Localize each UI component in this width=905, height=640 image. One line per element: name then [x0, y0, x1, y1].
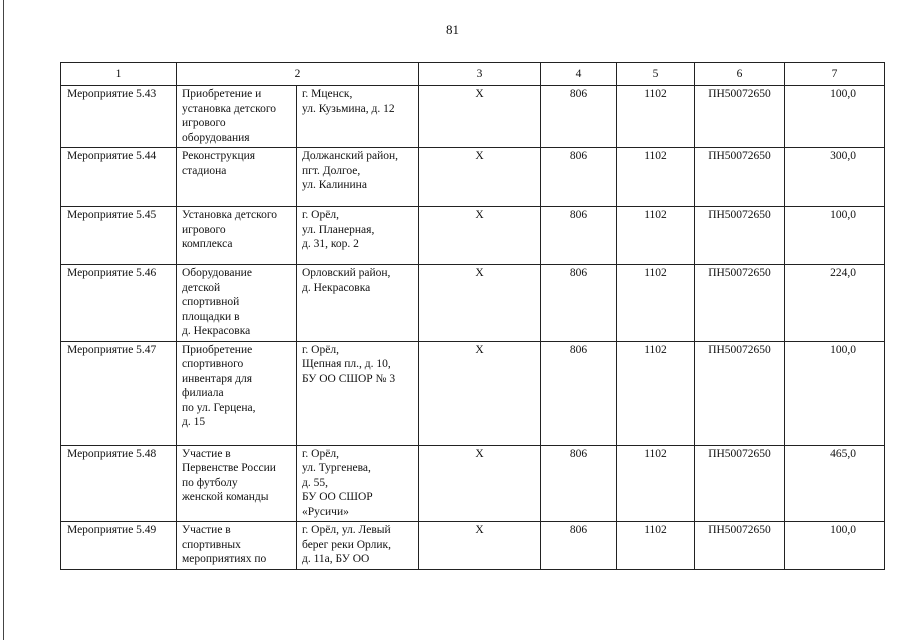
event-cell: Мероприятие 5.48: [61, 445, 177, 522]
col3-cell: X: [419, 207, 541, 265]
amount-cell: 465,0: [785, 445, 885, 522]
table-row: [61, 265, 885, 342]
col6-cell: ПН50072650: [695, 207, 785, 265]
amount-cell: 100,0: [785, 522, 885, 570]
col3-cell: X: [419, 341, 541, 445]
table-row: [61, 86, 885, 148]
amount-cell: 224,0: [785, 265, 885, 342]
column-header: 4: [541, 63, 617, 86]
address-cell: Орловский район, д. Некрасовка: [297, 265, 419, 342]
event-name-cell: Реконструкция стадиона: [177, 148, 297, 207]
amount-cell: 100,0: [785, 341, 885, 445]
col4-cell: 806: [541, 265, 617, 342]
column-header: 5: [617, 63, 695, 86]
col3-cell: X: [419, 265, 541, 342]
table-row: [61, 148, 885, 207]
col6-cell: ПН50072650: [695, 148, 785, 207]
col5-cell: 1102: [617, 522, 695, 570]
col5-cell: 1102: [617, 148, 695, 207]
column-header: 6: [695, 63, 785, 86]
col4-cell: 806: [541, 86, 617, 148]
event-cell: Мероприятие 5.49: [61, 522, 177, 570]
event-name-cell: Участие в спортивных мероприятиях по: [177, 522, 297, 570]
event-cell: Мероприятие 5.47: [61, 341, 177, 445]
col6-cell: ПН50072650: [695, 445, 785, 522]
column-header: 7: [785, 63, 885, 86]
page-margin-line: [3, 0, 4, 640]
col4-cell: 806: [541, 341, 617, 445]
event-cell: Мероприятие 5.44: [61, 148, 177, 207]
table-header-row: [61, 63, 885, 86]
col5-cell: 1102: [617, 265, 695, 342]
col3-cell: X: [419, 86, 541, 148]
event-name-cell: Участие в Первенстве России по футболу женской команды: [177, 445, 297, 522]
amount-cell: 300,0: [785, 148, 885, 207]
col6-cell: ПН50072650: [695, 86, 785, 148]
col3-cell: X: [419, 522, 541, 570]
event-cell: Мероприятие 5.46: [61, 265, 177, 342]
col6-cell: ПН50072650: [695, 522, 785, 570]
page-number: 81: [446, 22, 459, 37]
col4-cell: 806: [541, 445, 617, 522]
event-name-cell: Установка детского игрового комплекса: [177, 207, 297, 265]
budget-table: [60, 62, 885, 570]
event-name-cell: Приобретение спортивного инвентаря для филиала по ул. Герцена, д. 15: [177, 341, 297, 445]
address-cell: г. Орёл, ул. Левый берег реки Орлик, д. 11а, БУ ОО: [297, 522, 419, 570]
col3-cell: X: [419, 445, 541, 522]
table-row: [61, 341, 885, 445]
column-header: 2: [177, 63, 419, 86]
event-name-cell: Приобретение и установка детского игрового оборудования: [177, 86, 297, 148]
col4-cell: 806: [541, 207, 617, 265]
table-row: [61, 445, 885, 522]
address-cell: г. Мценск, ул. Кузьмина, д. 12: [297, 86, 419, 148]
address-cell: г. Орёл, ул. Тургенева, д. 55, БУ ОО СШОР «Русичи»: [297, 445, 419, 522]
table-row: [61, 522, 885, 570]
table-row: [61, 207, 885, 265]
event-cell: Мероприятие 5.45: [61, 207, 177, 265]
col4-cell: 806: [541, 522, 617, 570]
col3-cell: X: [419, 148, 541, 207]
event-name-cell: Оборудование детской спортивной площадки в д. Некрасовка: [177, 265, 297, 342]
col5-cell: 1102: [617, 207, 695, 265]
amount-cell: 100,0: [785, 86, 885, 148]
address-cell: Должанский район, пгт. Долгое, ул. Калинина: [297, 148, 419, 207]
column-header: 3: [419, 63, 541, 86]
col5-cell: 1102: [617, 86, 695, 148]
col5-cell: 1102: [617, 445, 695, 522]
address-cell: г. Орёл, Щепная пл., д. 10, БУ ОО СШОР № 3: [297, 341, 419, 445]
col6-cell: ПН50072650: [695, 341, 785, 445]
event-cell: Мероприятие 5.43: [61, 86, 177, 148]
amount-cell: 100,0: [785, 207, 885, 265]
col4-cell: 806: [541, 148, 617, 207]
column-header: 1: [61, 63, 177, 86]
col5-cell: 1102: [617, 341, 695, 445]
address-cell: г. Орёл, ул. Планерная, д. 31, кор. 2: [297, 207, 419, 265]
col6-cell: ПН50072650: [695, 265, 785, 342]
